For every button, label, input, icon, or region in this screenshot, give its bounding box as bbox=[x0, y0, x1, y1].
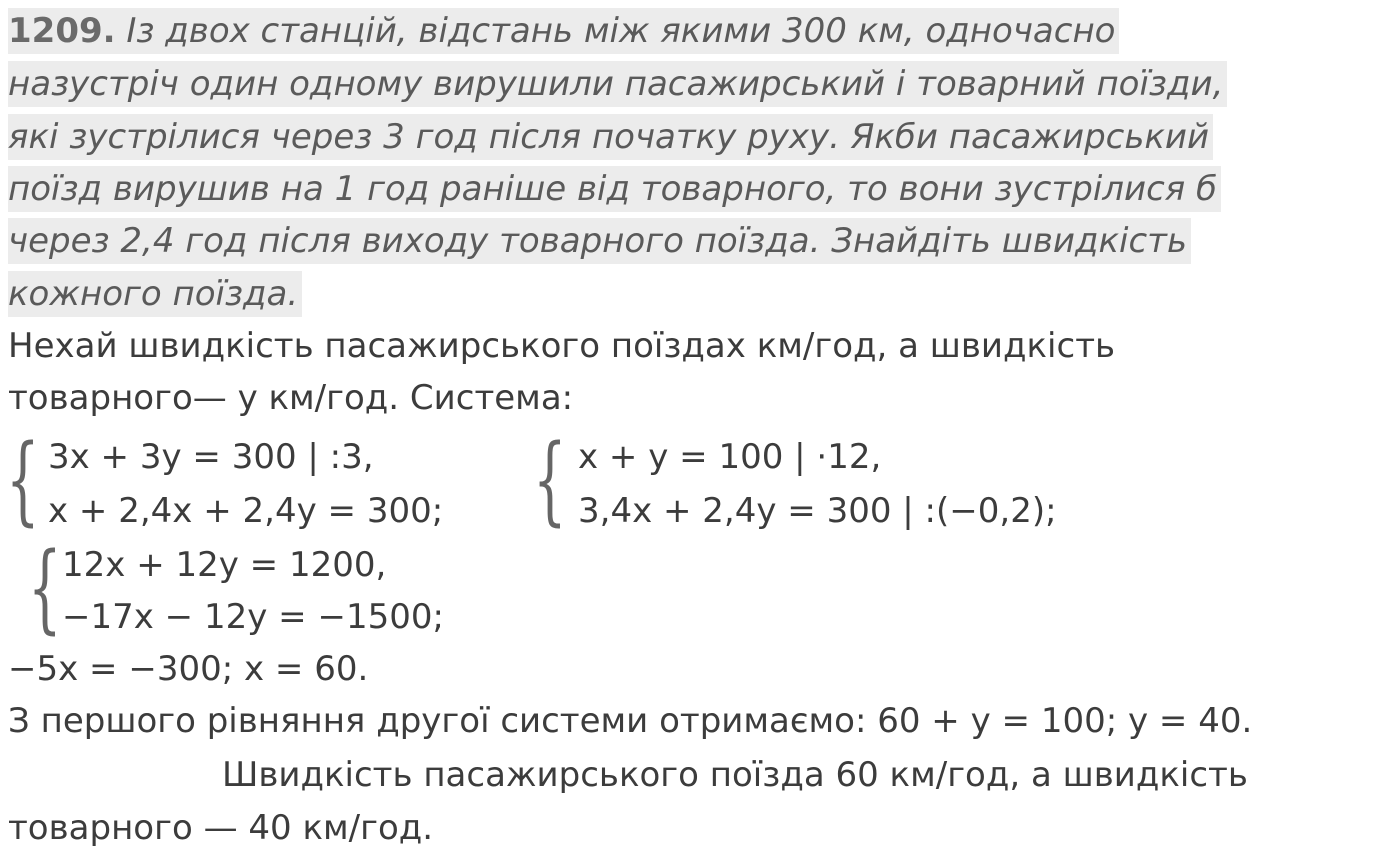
system2-eq2: 3,4x + 2,4y = 300 | :(−0,2); bbox=[578, 491, 1057, 531]
problem-line-2: назустріч один одному вирушили пасажирський і товарний поїзди, bbox=[8, 61, 1227, 107]
system2-brace: { bbox=[533, 424, 567, 536]
result-line: −5x = −300; x = 60. bbox=[8, 649, 369, 689]
system2-eq1: x + y = 100 | ·12, bbox=[578, 437, 882, 477]
from-first-equation-line: З першого рівняння другої системи отримаємо: 60 + y = 100; y = 40. bbox=[8, 701, 1253, 741]
system3-eq1: 12x + 12y = 1200, bbox=[62, 545, 387, 585]
answer-line-1: Швидкість пасажирського поїзда 60 км/год, а швидкість bbox=[222, 755, 1248, 795]
problem-text-1: Із двох станцій, відстань між якими 300 км, одночасно bbox=[126, 11, 1116, 51]
system1-eq2: x + 2,4x + 2,4y = 300; bbox=[48, 491, 444, 531]
solution-intro-1: Нехай швидкість пасажирського поїздах км/год, а швидкість bbox=[8, 326, 1116, 366]
answer-line-2: товарного — 40 км/год. bbox=[8, 808, 434, 848]
problem-line-1 bbox=[8, 8, 1119, 54]
system1-brace: { bbox=[6, 424, 40, 536]
problem-line-6: кожного поїзда. bbox=[8, 271, 302, 317]
system3-eq2: −17x − 12y = −1500; bbox=[62, 597, 444, 637]
system3-brace: { bbox=[28, 532, 62, 644]
problem-line-5: через 2,4 год після виходу товарного поїзда. Знайдіть швидкість bbox=[8, 218, 1191, 264]
solution-intro-2: товарного— у км/год. Система: bbox=[8, 378, 574, 418]
problem-number: 1209. bbox=[8, 11, 116, 51]
system1-eq1: 3x + 3y = 300 | :3, bbox=[48, 437, 374, 477]
problem-line-4: поїзд вирушив на 1 год раніше від товарного, то вони зустрілися б bbox=[8, 166, 1221, 212]
problem-line-3: які зустрілися через 3 год після початку руху. Якби пасажирський bbox=[8, 114, 1213, 160]
